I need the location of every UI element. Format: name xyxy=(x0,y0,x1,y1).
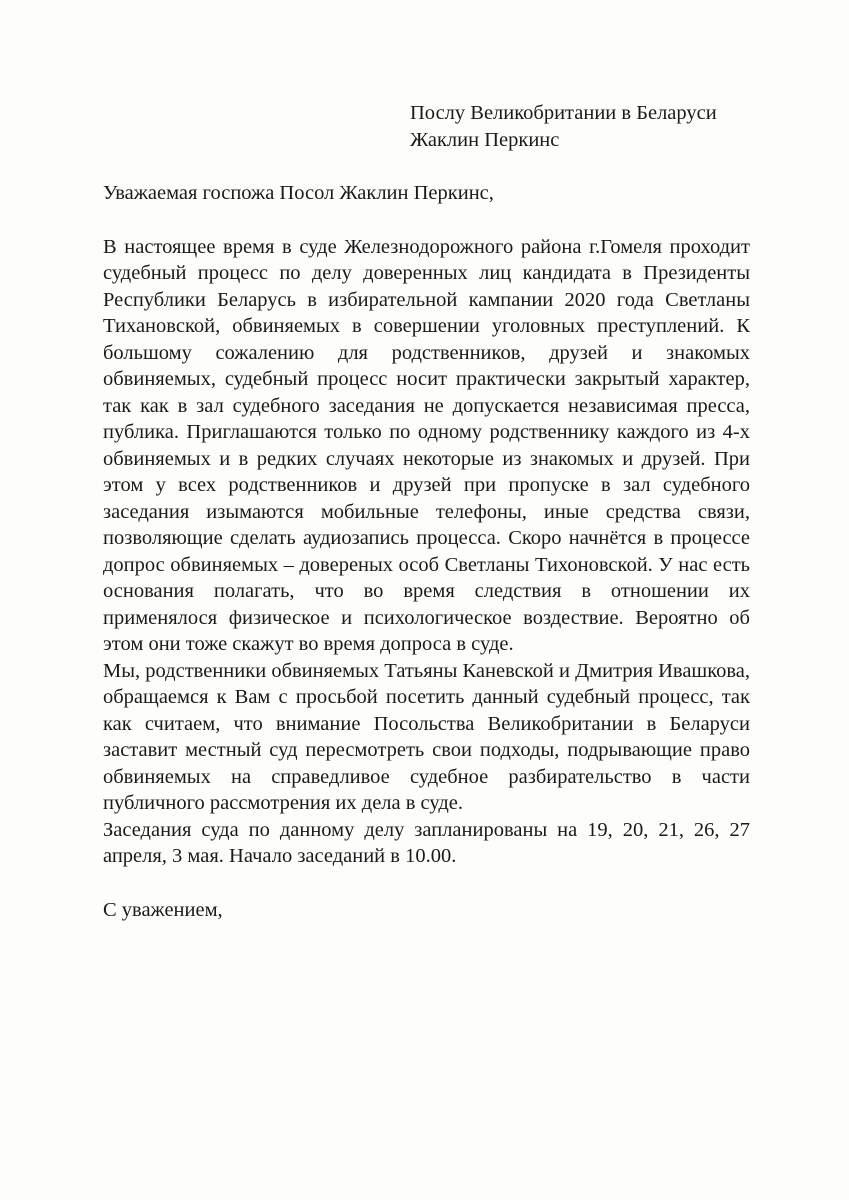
recipient-line-1: Послу Великобритании в Беларуси xyxy=(410,102,717,124)
body-paragraph-1: В настоящее время в суде Железнодорожного района г.Гомеля проходит судебный процесс по делу доверенных лиц кандидата в Президенты Республики Беларусь в избирательной кампании 2020 года Светланы Тихановской, обвиняемых в совершении уголовных преступлений. К большому сожалению для родственников, друзей и знакомых обвиняемых, судебный процесс носит практически закрытый характер, так как в зал судебного заседания не допускается независимая пресса, публика. Приглашаются только по одному родственнику каждого из 4-х обвиняемых и в редких случаях некоторые из знакомых и друзей. При этом у всех родственников и друзей при пропуске в зал судебного заседания изымаются мобильные телефоны, иные средства связи, позволяющие сделать аудиозапись процесса. Скоро начнётся в процессе допрос обвиняемых – довереных особ Светланы Тихоновской. У нас есть основания полагать, что во время следствия в отношении их применялося физическое и психологическое воздествие. Вероятно об этом они тоже скажут во время допроса в суде. xyxy=(103,235,750,655)
salutation: Уважаемая госпожа Посол Жаклин Перкинс, xyxy=(103,182,494,204)
closing: С уважением, xyxy=(103,898,223,921)
body-paragraph-2: Мы, родственники обвиняемых Татьяны Каневской и Дмитрия Ивашкова, обращаемся к Вам с просьбой посетить данный судебный процесс, так как считаем, что внимание Посольства Великобритании в Беларуси заставит местный суд пересмотреть свои подходы, подрывающие право обвиняемых на справедливое судебное разбирательство в части публичного рассмотрения их дела в суде. xyxy=(103,659,750,814)
body-paragraph-3: Заседания суда по данному делу запланированы на 19, 20, 21, 26, 27 апреля, 3 мая. Начало заседаний в 10.00. xyxy=(103,818,750,867)
recipient-line-2: Жаклин Перкинс xyxy=(410,128,560,151)
recipient-block xyxy=(410,100,750,153)
